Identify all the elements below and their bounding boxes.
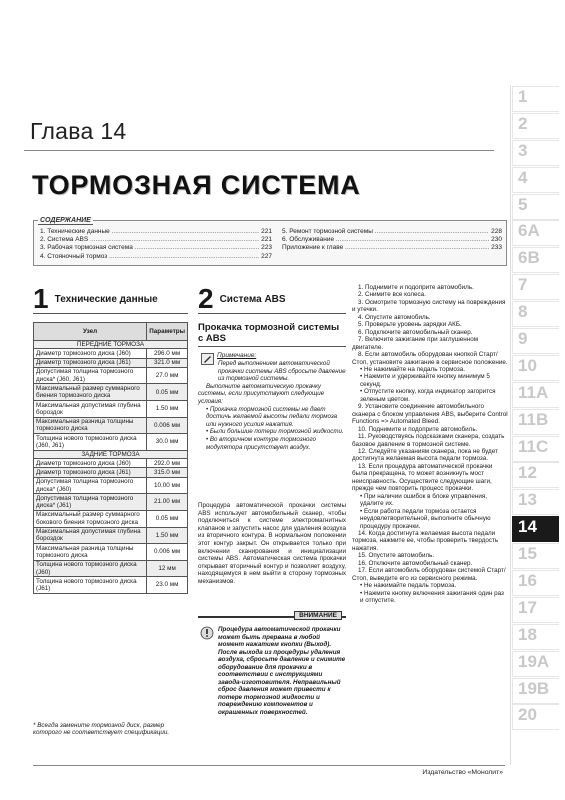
contents-left-column <box>40 228 272 261</box>
contents-item-page: 221 <box>261 228 272 235</box>
table-cell-param: Диаметр тормозного диска (J61) <box>34 468 147 477</box>
contents-item-page: 223 <box>261 244 272 252</box>
table-cell-value: 12 мм <box>147 560 188 577</box>
table-header-cell: Узел <box>34 323 147 341</box>
table-row <box>34 477 188 494</box>
procedure-step: 12. Следуйте указаниям сканера, пока не будет достигнута желаемая высота педали тормоза. <box>352 447 498 463</box>
contents-item <box>40 228 272 236</box>
procedure-bullet: • Нажмите кнопку включения зажигания один раз и отпустите. <box>360 589 504 605</box>
contents-item <box>40 236 272 244</box>
table-row <box>34 544 188 561</box>
table-cell-param: Максимальная допустимая глубина бороздок <box>34 527 147 544</box>
table-cell-value: 292.0 мм <box>147 459 188 468</box>
procedure-step: 10. Поднимите и подоприте автомобиль. <box>358 425 478 433</box>
chapter-tab-9 <box>512 327 565 354</box>
table-group-row <box>34 341 188 349</box>
chapter-tab-20 <box>512 703 565 730</box>
note-paragraph: • Во вторичном контуре тормозного модулятора присутствует воздух. <box>206 435 316 451</box>
procedure-step: 4. Опустите автомобиль. <box>358 313 431 321</box>
contents-item <box>282 244 502 252</box>
table-row <box>34 417 188 434</box>
tab-label: 6A <box>518 221 540 241</box>
warning-text: Процедура автоматической прокачки может быть прервана в любой момент нажатием кнопки (Выход). После выхода из процедуры удаления воздуха, сбросьте давление и снимите оборудование для прокачки в соответствии с инструкциями завода-изготовителя. Неправильный сброс давления может привести к потере тормозной жидкости и повреждению компонентов и окрашенных поверхностей. <box>218 626 346 716</box>
specs-table <box>33 322 188 594</box>
tab-label: 1 <box>518 87 528 106</box>
procedure-step: 2. Снимите все колеса. <box>358 291 426 299</box>
contents-item-label: 3. Рабочая тормозная система ..... <box>40 244 259 252</box>
contents-item-page: 230 <box>491 236 502 244</box>
note-paragraph: Выполните автоматическую прокачку системы, если присутствуют следующие условия: <box>198 382 325 405</box>
note-title: Примечание: <box>217 352 257 359</box>
procedure-steps <box>352 284 508 604</box>
contents-item-page: 233 <box>491 244 502 252</box>
table-row <box>34 401 188 418</box>
table-row <box>34 367 188 384</box>
table-cell-value: 23.0 мм <box>147 577 188 594</box>
warning-box <box>198 612 346 724</box>
tab-label: 15 <box>518 544 537 564</box>
tab-label: 20 <box>518 705 537 725</box>
table-cell-value: 296.0 мм <box>147 349 188 358</box>
chapter-tab-4 <box>512 166 565 193</box>
table-cell-value: 1.50 мм <box>147 527 188 544</box>
table-cell-param: Толщина нового тормозного диска (J61) <box>34 577 147 594</box>
table-row <box>34 384 188 401</box>
chapter-tab-17 <box>512 596 565 623</box>
chapter-tab-19a <box>512 650 565 677</box>
publisher-credit: Издательство «Монолит» <box>422 769 503 776</box>
table-cell-param: Максимальный размер суммарного биения тормозного диска <box>34 384 147 401</box>
table-cell-value: 30.0 мм <box>147 434 188 451</box>
tab-label: 18 <box>518 624 537 644</box>
table-cell-value: 27.0 мм <box>147 367 188 384</box>
table-cell-param: Максимальная разница толщины тормозного диска <box>34 417 147 434</box>
tab-edge-line <box>510 85 511 765</box>
contents-item <box>282 236 502 244</box>
table-cell-value: 0.05 мм <box>147 510 188 527</box>
procedure-bullet: • Не нажимайте на педаль тормоза. <box>360 365 465 373</box>
procedure-bullet: • Если работа педали тормоза остается неудовлетворительной, выполните обычную процедуру прокачки. <box>360 507 491 530</box>
table-row <box>34 560 188 577</box>
section-title: Система ABS <box>219 293 286 305</box>
procedure-bullet: • При наличии ошибок в блоке управления, удалите их. <box>360 492 488 508</box>
table-cell-param: Максимальная разница толщины тормозного диска <box>34 544 147 561</box>
tab-label: 8 <box>518 302 528 322</box>
chapter-tab-7 <box>512 273 565 300</box>
table-cell-param: Толщина нового тормозного диска (J60, J61) <box>34 434 147 451</box>
chapter-tab-6b <box>512 246 565 273</box>
tab-label: 19A <box>518 651 550 671</box>
table-row <box>34 527 188 544</box>
table-header-cell: Параметры <box>147 323 188 341</box>
section-title: Технические данные <box>54 293 158 305</box>
tab-label: 13 <box>518 490 537 510</box>
contents-title: СОДЕРЖАНИЕ <box>40 217 91 224</box>
contents-item-label: 6. Обслуживание ..... <box>282 236 489 244</box>
note-box <box>198 352 346 488</box>
tab-label: 12 <box>518 463 537 483</box>
tab-label: 7 <box>518 275 528 295</box>
table-cell-value: 0.05 мм <box>147 384 188 401</box>
chapter-tab-14 <box>512 515 565 542</box>
tab-label: 2 <box>518 113 528 133</box>
table-row <box>34 468 188 477</box>
procedure-step: 13. Если процедура автоматической прокачки была прекращена, то может возникнуть мост неисправность. Осуществите следующие шаги, прежде чем повторить процесс прокачки. <box>352 462 493 493</box>
table-row <box>34 510 188 527</box>
table-row <box>34 459 188 468</box>
chapter-tab-13 <box>512 488 565 515</box>
title-divider <box>24 150 494 151</box>
tab-label: 19B <box>518 678 550 698</box>
chapter-tab-1 <box>512 85 565 112</box>
table-group-row <box>34 450 188 458</box>
table-group-title: ЗАДНИЕ ТОРМОЗА <box>34 450 188 458</box>
table-cell-param: Допустимая толщина тормозного диска* (J60) <box>34 477 147 494</box>
procedure-step: 16. Отключите автомобильный сканер. <box>358 559 473 567</box>
table-cell-param: Максимальный размер суммарного бокового биения тормозного диска <box>34 510 147 527</box>
tab-label: 9 <box>518 329 528 349</box>
chapter-tab-16 <box>512 569 565 596</box>
note-text <box>198 360 346 451</box>
section-2-heading <box>198 285 346 314</box>
procedure-step: 17. Если автомобиль оборудован системой Старт/Стоп, выведите его из сервисного режима. <box>352 567 506 582</box>
procedure-step: 11. Руководствуясь подсказками сканера, создать базовое давление в тормозной системе. <box>352 433 505 448</box>
table-cell-param: Диаметр тормозного диска (J61) <box>34 358 147 367</box>
section-1-heading <box>33 285 188 314</box>
table-cell-param: Диаметр тормозного диска (J60) <box>34 349 147 358</box>
procedure-step: 3. Осмотрите тормозную систему на повреждения и утечки. <box>352 298 506 314</box>
procedure-step: 15. Опустите автомобиль. <box>358 552 435 560</box>
note-paragraph: • Прокачка тормозной системы не дает достичь желаемой высоты педали тормоза или нужного усилия нажатия. <box>206 405 338 428</box>
procedure-bullet: • Отпустите кнопку, когда индикатор загорится зеленым цветом. <box>360 388 496 403</box>
table-row <box>34 434 188 451</box>
contents-right-column <box>282 228 502 253</box>
chapter-tab-10 <box>512 354 565 381</box>
table-cell-value: 321.0 мм <box>147 358 188 367</box>
table-cell-param: Максимальная допустимая глубина бороздок <box>34 401 147 418</box>
body-paragraph: Процедура автоматической прокачки системы ABS использует автомобильный сканер, чтобы подключиться к системе электромагнитных клапанов и запустить насос для удаления воздуха из вторичного контура. В нормальном положении этот контур закрыт. Он открывается только при включении сканирования и инициализации системы ABS. Автоматическая система прокачки открывает вторичный контур и позволяет воздуху, находящемуся в нем выйти в сторону тормозных механизмов. <box>198 502 347 585</box>
contents-item <box>282 228 502 236</box>
table-cell-value: 1.50 мм <box>147 401 188 418</box>
table-row <box>34 577 188 594</box>
chapter-tab-11b <box>512 408 565 435</box>
procedure-step: 7. Включите зажигание при заглушенном двигателе. <box>352 336 479 351</box>
contents-box <box>33 217 507 266</box>
contents-item-label: 5. Ремонт тормозной системы ..... <box>282 228 489 236</box>
procedure-step: 5. Проверьте уровень зарядки АКБ. <box>358 321 462 329</box>
section-number: 2 <box>198 283 214 314</box>
procedure-bullet: • Не нажимайте педаль тормоза. <box>360 582 457 590</box>
chapter-tab-6a <box>512 219 565 246</box>
table-row <box>34 349 188 358</box>
chapter-tab-19b <box>512 677 565 704</box>
table-cell-param: Допустимая толщина тормозного диска* (J61) <box>34 494 147 511</box>
subsection-title: Прокачка тормозной системы с ABS <box>198 322 340 344</box>
tab-label: 4 <box>518 167 528 187</box>
table-cell-value: 315.0 мм <box>147 468 188 477</box>
contents-item <box>40 244 272 252</box>
contents-item-label: 2. Система ABS ..... <box>40 236 259 244</box>
tab-label: 3 <box>518 140 528 160</box>
tab-label: 11B <box>518 409 549 429</box>
tab-label: 11C <box>518 436 549 456</box>
tab-label: 5 <box>518 194 528 214</box>
chapter-tab-2 <box>512 112 565 139</box>
tab-label: 11A <box>518 382 549 402</box>
chapter-tab-15 <box>512 542 565 569</box>
table-cell-param: Допустимая толщина тормозного диска* (J60, J61) <box>34 367 147 384</box>
table-cell-value: 21.00 мм <box>147 494 188 511</box>
table-cell-param: Диаметр тормозного диска (J60) <box>34 459 147 468</box>
procedure-step: 9. Установите соединение автомобильного сканера с блоком управления ABS, выберите Control Functions => Automated Bleed. <box>352 403 508 426</box>
procedure-step: 6. Подключите автомобильный сканер. <box>358 328 473 336</box>
table-row <box>34 494 188 511</box>
tab-label: 14 <box>518 517 537 537</box>
chapter-tab-18 <box>512 623 565 650</box>
procedure-step: 8. Если автомобиль оборудован кнопкой Старт/Стоп, установите зажигание в сервисное положение. <box>352 351 508 366</box>
chapter-tab-12 <box>512 461 565 488</box>
procedure-step: 14. Когда достигнута желаемая высота педали тормоза, нажмите ее, чтобы проверить твердость нажатия. <box>352 529 499 552</box>
contents-item-page: 221 <box>261 236 272 244</box>
contents-item-label: Приложение к главе ..... <box>282 244 489 252</box>
chapter-title: ТОРМОЗНАЯ СИСТЕМА <box>32 170 361 200</box>
table-cell-param: Толщина нового тормозного диска (J60) <box>34 560 147 577</box>
chapter-tab-8 <box>512 300 565 327</box>
procedure-bullet: • Нажмите и удерживайте кнопку минимум 5 секунд. <box>360 373 490 388</box>
table-cell-value: 0.006 мм <box>147 544 188 561</box>
subsection-divider <box>198 346 346 347</box>
contents-item <box>40 253 272 261</box>
chapter-tab-5 <box>512 193 565 220</box>
warning-label: ВНИМАНИЕ <box>294 611 342 620</box>
table-cell-value: 0.006 мм <box>147 417 188 434</box>
chapter-tab-3 <box>512 139 565 166</box>
tab-label: 16 <box>518 571 537 591</box>
tab-label: 6B <box>518 248 540 268</box>
section-number: 1 <box>33 283 49 314</box>
procedure-step: 1. Поднимите и подоприте автомобиль. <box>358 284 474 291</box>
note-paragraph: Перед выполнением автоматической прокачки системы ABS сбросьте давление из тормозной системы. <box>218 360 346 383</box>
tab-label: 10 <box>518 355 537 375</box>
contents-item-label: 1. Технические данные ..... <box>40 228 259 236</box>
contents-item-page: 227 <box>261 252 272 260</box>
chapter-label: Глава 14 <box>30 118 127 144</box>
table-row <box>34 358 188 367</box>
chapter-tab-11c <box>512 435 565 462</box>
footer-divider <box>33 765 505 766</box>
table-group-title: ПЕРЕДНИЕ ТОРМОЗА <box>34 341 188 349</box>
contents-item-page: 228 <box>491 228 502 235</box>
table-footnote: * Всегда замените тормозной диск, размер которого не соответствует спецификации. <box>33 722 170 737</box>
table-cell-value: 10.00 мм <box>147 477 188 494</box>
tab-label: 17 <box>518 597 537 617</box>
chapter-tab-11a <box>512 381 565 408</box>
note-paragraph: • Были большие потери тормозной жидкости. <box>206 428 344 436</box>
chapter-thumb-tabs <box>512 85 565 730</box>
contents-item-label: 4. Стояночный тормоз ..... <box>40 253 259 261</box>
